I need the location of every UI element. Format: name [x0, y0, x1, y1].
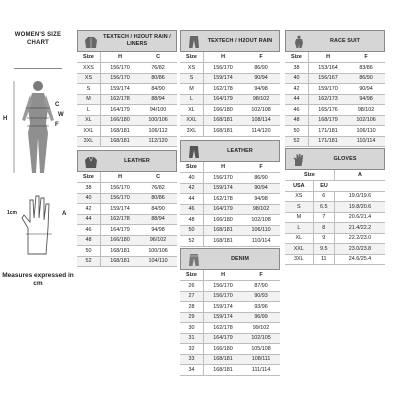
table-cell: 156/170: [203, 173, 242, 184]
panel-title: TEXTECH / H2OUT RAIN: [207, 37, 273, 44]
table-cell: XS: [77, 73, 100, 84]
table-row: [77, 73, 177, 84]
table-row: [180, 115, 280, 126]
table-row: [77, 94, 177, 105]
table-cell: 28: [180, 302, 203, 313]
table-cell: 168/181: [203, 236, 242, 247]
table-cell: 11: [313, 254, 334, 265]
panel-title: LEATHER: [227, 147, 253, 154]
table-cell: 6.5: [313, 202, 334, 213]
size-table: [285, 170, 385, 265]
table-cell: 168/181: [203, 365, 242, 376]
table-cell: 88/94: [139, 214, 177, 225]
table-cell: 90/94: [242, 73, 280, 84]
table-row: [77, 214, 177, 225]
table-row: [180, 225, 280, 236]
table-cell: XS: [285, 191, 313, 202]
table-cell: 46: [77, 225, 100, 236]
table-cell: 104/110: [139, 256, 177, 267]
table-row: [180, 126, 280, 137]
height-label: H: [3, 116, 8, 122]
table-cell: 162/173: [308, 94, 347, 105]
table-cell: XL: [180, 105, 203, 116]
table-cell: 48: [285, 115, 308, 126]
table-cell: 7: [313, 212, 334, 223]
table-cell: 94/98: [242, 194, 280, 205]
table-cell: 166/180: [203, 215, 242, 226]
table-row: [77, 84, 177, 95]
table-row: [180, 302, 280, 313]
table-cell: 162/178: [203, 194, 242, 205]
table-cell: 84/90: [139, 204, 177, 215]
table-cell: 162/178: [100, 214, 139, 225]
table-row: [180, 73, 280, 84]
panel-header: [77, 150, 177, 172]
table-row: [77, 256, 177, 267]
column-header: C: [139, 52, 177, 63]
table-cell: M: [77, 94, 100, 105]
hand-figure-icon: [6, 188, 70, 258]
table-cell: 83/86: [347, 63, 385, 74]
hips-label: F: [55, 122, 59, 128]
one-cm-label: 1cm: [7, 210, 18, 216]
textech-rain-panel: [77, 30, 177, 147]
table-row: [285, 202, 385, 213]
table-cell: 108/111: [242, 354, 280, 365]
table-cell: 159/174: [203, 183, 242, 194]
table-cell: M: [285, 212, 313, 223]
panel-title: DENIM: [231, 255, 249, 262]
table-cell: 34: [180, 365, 203, 376]
table-cell: 3XL: [180, 126, 203, 137]
table-cell: 102/106: [347, 115, 385, 126]
table-cell: 90/94: [242, 183, 280, 194]
table-cell: 159/174: [203, 73, 242, 84]
table-cell: 156/170: [100, 73, 139, 84]
table-cell: 98/102: [242, 204, 280, 215]
table-cell: 166/180: [100, 235, 139, 246]
column-header: F: [242, 162, 280, 173]
table-cell: 19.0/19.6: [334, 191, 385, 202]
table-row: [285, 244, 385, 255]
table-row: [77, 136, 177, 147]
leather-pants-icon: [187, 145, 201, 159]
table-cell: 166/180: [203, 105, 242, 116]
table-cell: 94/98: [347, 94, 385, 105]
table-cell: 21.4/22.2: [334, 223, 385, 234]
divider: [14, 68, 62, 69]
chart-title: WOMEN'S SIZE CHART: [14, 32, 62, 46]
table-cell: 46: [180, 204, 203, 215]
table-row: [77, 126, 177, 137]
panel-header: [77, 30, 177, 52]
table-cell: 100/106: [139, 115, 177, 126]
table-row: [180, 63, 280, 74]
table-cell: 3XL: [285, 254, 313, 265]
table-row: [285, 84, 385, 95]
size-table: [180, 162, 280, 247]
column-header: Size: [285, 170, 334, 181]
table-cell: 99/102: [242, 323, 280, 334]
table-cell: 80/86: [139, 193, 177, 204]
table-row: [77, 63, 177, 74]
table-cell: 110/114: [347, 136, 385, 147]
table-cell: 76/82: [139, 63, 177, 74]
table-cell: XS: [180, 63, 203, 74]
panel-title: RACE SUIT: [330, 37, 360, 44]
table-cell: 38: [285, 63, 308, 74]
table-cell: 164/179: [100, 225, 139, 236]
table-row: [285, 126, 385, 137]
column-header: Size: [180, 270, 203, 281]
table-cell: 111/114: [242, 365, 280, 376]
table-row: [285, 136, 385, 147]
column-header: Size: [77, 172, 100, 183]
leather-jacket-panel: [77, 150, 177, 267]
table-cell: 50: [180, 225, 203, 236]
table-cell: 165/176: [308, 105, 347, 116]
table-row: [285, 212, 385, 223]
table-cell: 162/178: [203, 84, 242, 95]
column-header: F: [347, 52, 385, 63]
table-cell: 22.2/23.0: [334, 233, 385, 244]
table-cell: 52: [180, 236, 203, 247]
table-cell: 159/174: [203, 312, 242, 323]
table-cell: 94/98: [242, 84, 280, 95]
column-header: F: [242, 270, 280, 281]
table-cell: 164/179: [203, 204, 242, 215]
table-cell: XXL: [77, 126, 100, 137]
table-row: [285, 233, 385, 244]
table-row: [77, 183, 177, 194]
table-cell: 105/108: [242, 344, 280, 355]
table-cell: 20.6/21.4: [334, 212, 385, 223]
subcolumn-header: USA: [285, 181, 313, 192]
table-cell: 159/174: [203, 302, 242, 313]
table-cell: 168/181: [203, 126, 242, 137]
table-row: [180, 204, 280, 215]
table-cell: 162/178: [100, 94, 139, 105]
table-cell: 42: [77, 204, 100, 215]
table-cell: 86/90: [347, 73, 385, 84]
table-cell: 30: [180, 323, 203, 334]
table-cell: 159/174: [100, 84, 139, 95]
table-row: [77, 115, 177, 126]
table-row: [180, 94, 280, 105]
chest-label: C: [55, 102, 60, 108]
table-cell: 168/181: [203, 225, 242, 236]
table-cell: 96/102: [139, 235, 177, 246]
table-row: [285, 94, 385, 105]
table-cell: 94/100: [139, 105, 177, 116]
table-row: [285, 105, 385, 116]
table-cell: XXS: [77, 63, 100, 74]
race-suit-icon: [292, 35, 306, 49]
table-row: [180, 183, 280, 194]
table-cell: 76/82: [139, 183, 177, 194]
table-cell: L: [285, 223, 313, 234]
subcolumn-spacer: [334, 181, 385, 192]
table-row: [180, 194, 280, 205]
table-cell: 106/110: [242, 225, 280, 236]
size-table: [285, 52, 385, 147]
table-cell: 102/108: [242, 105, 280, 116]
table-cell: 98/102: [242, 94, 280, 105]
table-cell: 42: [180, 183, 203, 194]
column-header: H: [100, 52, 139, 63]
panel-header: [285, 148, 385, 170]
denim-icon: [187, 253, 201, 267]
table-cell: S: [285, 202, 313, 213]
table-cell: 166/180: [100, 115, 139, 126]
table-row: [285, 191, 385, 202]
table-row: [285, 73, 385, 84]
column-header: Size: [285, 52, 308, 63]
table-cell: 50: [285, 126, 308, 137]
table-cell: L: [77, 105, 100, 116]
table-row: [180, 323, 280, 334]
table-cell: 80/86: [139, 73, 177, 84]
table-cell: 94/98: [139, 225, 177, 236]
column-header: Size: [180, 162, 203, 173]
gloves-panel: [285, 148, 385, 265]
textech-pants-panel: [180, 30, 280, 137]
panel-header: [285, 30, 385, 52]
table-cell: XXL: [285, 244, 313, 255]
table-cell: 3XL: [77, 136, 100, 147]
table-cell: 32: [180, 344, 203, 355]
table-row: [285, 223, 385, 234]
table-row: [180, 281, 280, 292]
column-header: H: [203, 162, 242, 173]
table-cell: 168/181: [100, 256, 139, 267]
column-header: Size: [180, 52, 203, 63]
table-cell: 114/120: [242, 126, 280, 137]
subcolumn-header: EU: [313, 181, 334, 192]
table-cell: 156/170: [203, 291, 242, 302]
table-row: [180, 236, 280, 247]
table-cell: 90/93: [242, 291, 280, 302]
size-table: [77, 172, 177, 267]
jacket-icon: [84, 35, 98, 49]
table-cell: 168/181: [100, 136, 139, 147]
table-cell: 106/110: [347, 126, 385, 137]
table-row: [180, 365, 280, 376]
table-row: [285, 115, 385, 126]
leather-jacket-icon: [84, 155, 98, 169]
hand-circumference-label: A: [62, 211, 67, 217]
column-header: A: [334, 170, 385, 181]
table-cell: 40: [77, 193, 100, 204]
table-cell: 98/102: [347, 105, 385, 116]
table-cell: 164/179: [203, 333, 242, 344]
table-row: [180, 354, 280, 365]
table-cell: 42: [285, 84, 308, 95]
table-cell: 162/178: [203, 323, 242, 334]
table-row: [180, 173, 280, 184]
table-cell: 26: [180, 281, 203, 292]
table-cell: 31: [180, 333, 203, 344]
table-row: [180, 333, 280, 344]
table-row: [180, 291, 280, 302]
table-cell: 40: [180, 173, 203, 184]
table-cell: 168/179: [308, 115, 347, 126]
table-cell: 168/181: [203, 354, 242, 365]
table-cell: 29: [180, 312, 203, 323]
table-cell: 48: [77, 235, 100, 246]
panel-title: GLOVES: [333, 155, 357, 162]
table-cell: 106/112: [139, 126, 177, 137]
table-cell: 52: [285, 136, 308, 147]
table-cell: 19.8/20.6: [334, 202, 385, 213]
table-cell: 33: [180, 354, 203, 365]
glove-icon: [292, 153, 306, 167]
table-row: [77, 235, 177, 246]
table-row: [77, 193, 177, 204]
table-row: [77, 105, 177, 116]
table-cell: 48: [180, 215, 203, 226]
table-cell: S: [180, 73, 203, 84]
table-cell: 164/179: [100, 105, 139, 116]
table-cell: 90/94: [347, 84, 385, 95]
table-cell: 168/181: [100, 246, 139, 257]
table-cell: XXL: [180, 115, 203, 126]
table-cell: S: [77, 84, 100, 95]
denim-panel: [180, 248, 280, 376]
table-cell: 6: [313, 191, 334, 202]
table-row: [77, 204, 177, 215]
table-cell: 156/167: [308, 73, 347, 84]
table-cell: 93/96: [242, 302, 280, 313]
table-cell: 52: [77, 256, 100, 267]
column-header: C: [139, 172, 177, 183]
table-cell: 38: [77, 183, 100, 194]
table-cell: 9.5: [313, 244, 334, 255]
table-cell: 102/105: [242, 333, 280, 344]
table-cell: 171/181: [308, 136, 347, 147]
table-row: [180, 312, 280, 323]
sidebar: [0, 28, 74, 328]
woman-body-figure-icon: [8, 78, 72, 178]
leather-pants-panel: [180, 140, 280, 247]
table-cell: 44: [77, 214, 100, 225]
table-cell: 86/90: [242, 63, 280, 74]
table-row: [77, 225, 177, 236]
table-cell: 159/170: [308, 84, 347, 95]
table-cell: 46: [285, 105, 308, 116]
table-cell: XL: [285, 233, 313, 244]
table-row: [77, 246, 177, 257]
waist-label: W: [58, 112, 64, 118]
table-cell: 8: [313, 223, 334, 234]
table-cell: 110/114: [242, 236, 280, 247]
table-row: [285, 254, 385, 265]
table-cell: 108/114: [242, 115, 280, 126]
table-cell: 44: [180, 194, 203, 205]
table-cell: 44: [285, 94, 308, 105]
panel-header: [180, 140, 280, 162]
size-table: [77, 52, 177, 147]
table-row: [180, 344, 280, 355]
table-cell: 168/181: [203, 115, 242, 126]
race-suit-panel: [285, 30, 385, 147]
size-table: [180, 270, 280, 376]
panel-header: [180, 30, 280, 52]
column-header: F: [242, 52, 280, 63]
table-cell: 100/106: [139, 246, 177, 257]
column-header: H: [100, 172, 139, 183]
table-cell: 164/179: [203, 94, 242, 105]
table-cell: 156/170: [100, 183, 139, 194]
measures-note: Measures expressed in cm: [2, 272, 74, 287]
table-row: [180, 105, 280, 116]
table-cell: 23.0/23.8: [334, 244, 385, 255]
column-header: H: [203, 270, 242, 281]
table-cell: 156/170: [203, 63, 242, 74]
table-cell: 102/108: [242, 215, 280, 226]
table-cell: 50: [77, 246, 100, 257]
table-cell: 9: [313, 233, 334, 244]
table-cell: M: [180, 84, 203, 95]
table-cell: 168/181: [100, 126, 139, 137]
table-cell: L: [180, 94, 203, 105]
table-cell: 112/120: [139, 136, 177, 147]
table-cell: 27: [180, 291, 203, 302]
panel-title: LEATHER: [124, 157, 150, 164]
pants-icon: [187, 35, 201, 49]
column-header: H: [203, 52, 242, 63]
table-cell: 153/164: [308, 63, 347, 74]
size-table: [180, 52, 280, 137]
column-header: H: [308, 52, 347, 63]
table-cell: 156/170: [100, 63, 139, 74]
table-cell: 171/181: [308, 126, 347, 137]
table-cell: 156/170: [100, 193, 139, 204]
table-cell: 40: [285, 73, 308, 84]
table-cell: 159/174: [100, 204, 139, 215]
table-row: [180, 215, 280, 226]
table-cell: 84/90: [139, 84, 177, 95]
table-cell: XL: [77, 115, 100, 126]
table-cell: 96/99: [242, 312, 280, 323]
panel-title: TEXTECH / H2OUT RAIN / LINERS: [103, 34, 171, 47]
table-cell: 86/90: [242, 173, 280, 184]
table-row: [285, 63, 385, 74]
table-row: [180, 84, 280, 95]
table-cell: 156/170: [203, 281, 242, 292]
table-cell: 87/90: [242, 281, 280, 292]
table-cell: 166/180: [203, 344, 242, 355]
table-cell: 24.6/25.4: [334, 254, 385, 265]
table-cell: 88/94: [139, 94, 177, 105]
panel-header: [180, 248, 280, 270]
column-header: Size: [77, 52, 100, 63]
